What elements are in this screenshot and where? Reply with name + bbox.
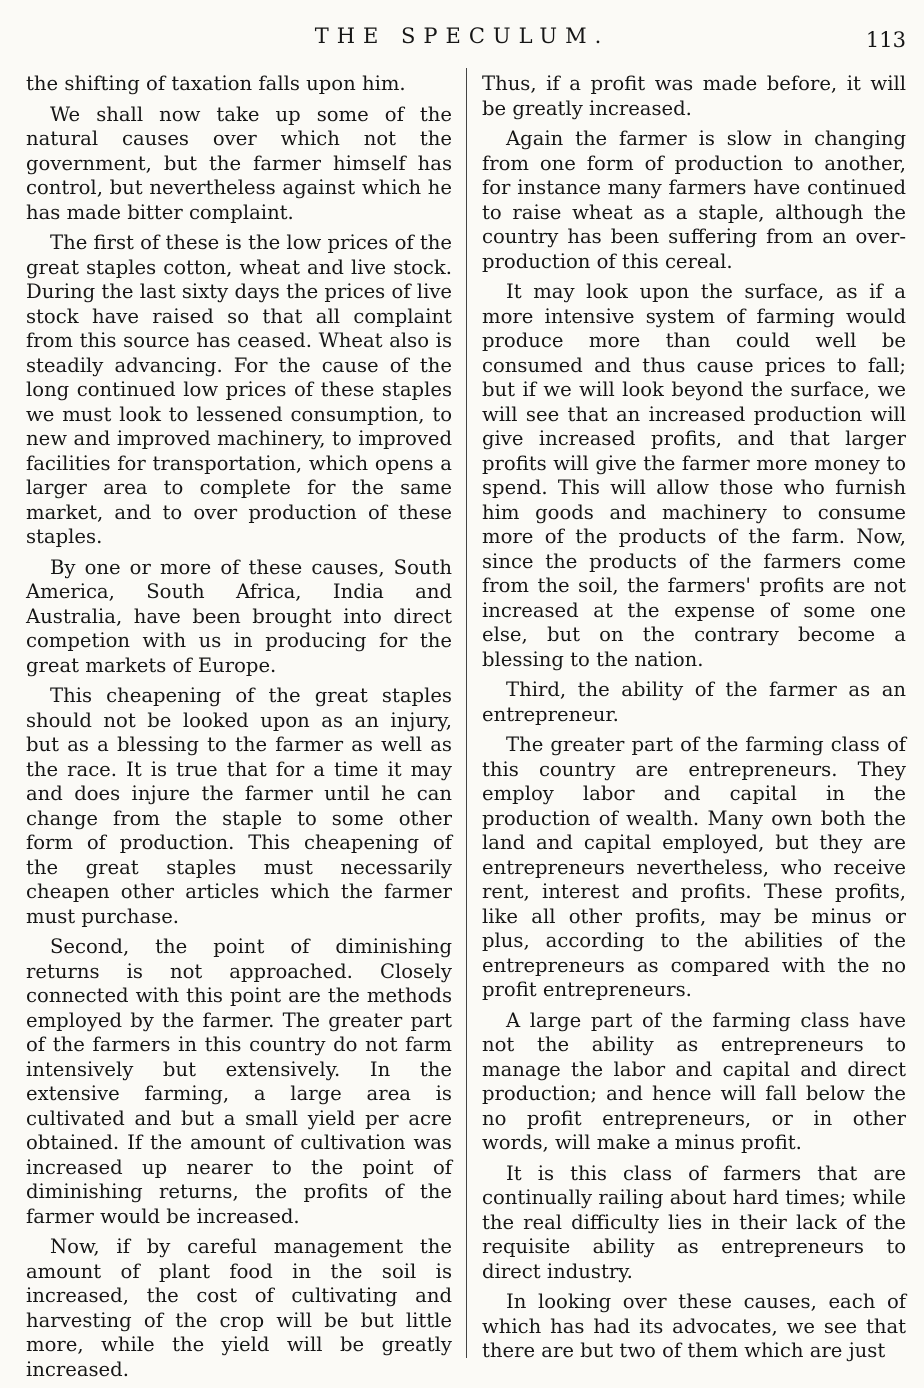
paragraph: In looking over these causes, each of which has had its advocates, we see that there are but two of them which are just (482, 1290, 906, 1362)
page-header (0, 20, 924, 60)
paragraph: It is this class of farmers that are continually railing about hard times; while the real difficulty lies in their lack of the requisite ability as entrepreneurs to direct industry. (482, 1161, 906, 1283)
paragraph: We shall now take up some of the natural causes over which not the government, but the farmer himself has control, but nevertheless against which he has made bitter complaint. (26, 102, 452, 224)
paragraph: The greater part of the farming class of this country are entrepreneurs. They employ labor and capital in the production of wealth. Many own both the land and capital employed, but they are entrepreneurs nevertheless, who receive rent, interest and profits. These profits, like all other profits, may be minus or plus, according to the abilities of the entrepreneurs as compared with the no profit entrepreneurs. (482, 733, 906, 1001)
paragraph: A large part of the farming class have not the ability as entrepreneurs to manage the labor and capital and direct production; and hence will fall below the no profit entrepreneurs, or in other words, will make a minus profit. (482, 1008, 906, 1154)
paragraph: Again the farmer is slow in changing from one form of production to another, for instance many farmers have continued to raise wheat as a staple, although the country has been suffering from an over-production of this cereal. (482, 127, 906, 273)
paragraph: The first of these is the low prices of the great staples cotton, wheat and live stock. During the last sixty days the prices of live stock have raised so that all complaint from this source has ceased. Wheat also is steadily advancing. For the cause of the long continued low prices of these staples we must look to lessened consumption, to new and improved machinery, to improved facilities for transportation, which opens a larger area to complete for the same market, and to over production of these staples. (26, 231, 452, 548)
paragraph: This cheapening of the great staples should not be looked upon as an injury, but as a blessing to the farmer as well as the race. It is true that for a time it may and does injure the farmer until he can change from the staple to some other form of production. This cheapening of the great staples must necessarily cheapen other articles which the farmer must purchase. (26, 684, 452, 928)
column-divider (466, 68, 467, 1358)
left-column (26, 72, 452, 1388)
paragraph: It may look upon the surface, as if a more intensive system of farming would produce more than could well be consumed and thus cause prices to fall; but if we will look beyond the surface, we will see that an increased production will give increased profits, and that larger profits will give the farmer more money to spend. This will allow those who furnish him goods and machinery to consume more of the products of the farm. Now, since the products of the farmers come from the soil, the farmers' profits are not increased at the expense of some one else, but on the contrary become a blessing to the nation. (482, 280, 906, 671)
paragraph: Third, the ability of the farmer as an entrepreneur. (482, 678, 906, 726)
paragraph: Thus, if a profit was made before, it will be greatly increased. (482, 72, 906, 120)
right-column (482, 72, 906, 1370)
paragraph: By one or more of these causes, South America, South Africa, India and Australia, have been brought into direct competion with us in producing for the great markets of Europe. (26, 555, 452, 677)
running-title: THE SPECULUM. (314, 24, 610, 48)
paragraph: Second, the point of diminishing returns is not approached. Closely connected with this point are the methods employed by the farmer. The greater part of the farmers in this country do not farm intensively but extensively. In the extensive farming, a large area is cultivated and but a small yield per acre obtained. If the amount of cultivation was increased up nearer to the point of diminishing returns, the profits of the farmer would be increased. (26, 935, 452, 1228)
paragraph: the shifting of taxation falls upon him. (26, 72, 406, 95)
paragraph: Now, if by careful management the amount of plant food in the soil is increased, the cost of cultivating and harvesting of the crop will be but little more, while the yield will be greatly increased. (26, 1235, 452, 1381)
page-number: 113 (865, 28, 906, 52)
